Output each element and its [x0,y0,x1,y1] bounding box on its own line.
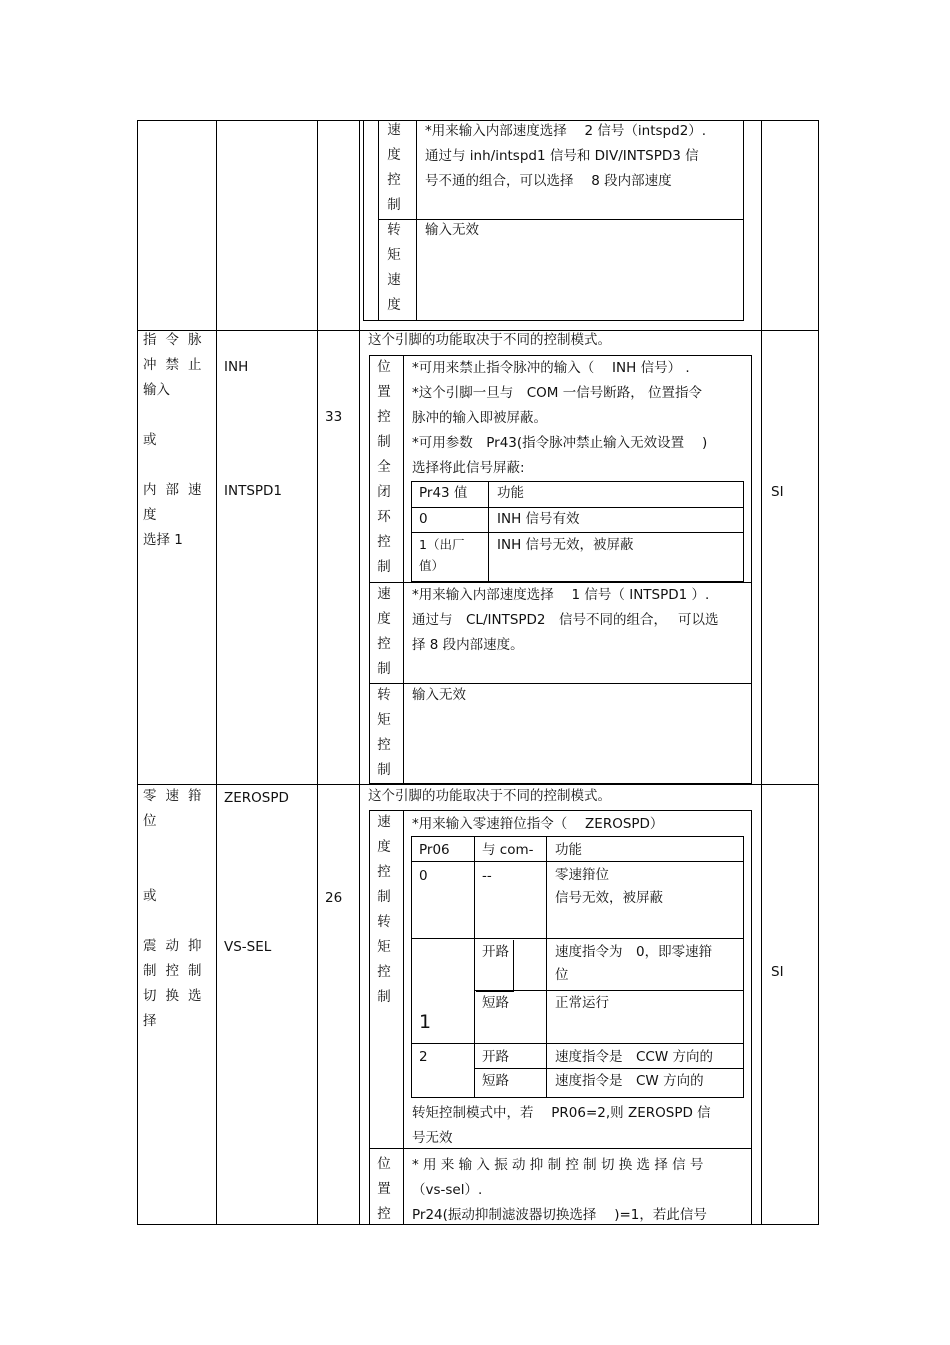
row1-torque-mode-label: 转 矩 控 制 [377,687,391,778]
row1-speed-mode-label: 速 度 控 制 [377,586,391,677]
pr06-row0-com: -- [482,868,492,884]
row2-pin-number: 26 [325,890,343,906]
pr06-header-com: 与 com- [482,842,534,858]
row1-intro: 这个引脚的功能取决于不同的控制模式。 [368,332,611,348]
pr06-row1-open: 开路 [482,944,509,960]
row2-position-description: * 用 来 输 入 振 动 抑 制 控 制 切 换 选 择 信 号 （vs-sel）. Pr24(振动抑制滤波器切换选择 )=1，若此信号 [412,1157,707,1223]
pr06-header-function: 功能 [555,842,582,858]
pr06-row2-open: 开路 [482,1049,509,1065]
row2-io-type: SI [771,964,784,980]
pr43-header-function: 功能 [497,485,524,501]
row1-symbol-inh: INH [224,359,249,375]
pr06-row2-short-function: 速度指令是 CW 方向的 [555,1073,704,1089]
row0-speed-description: *用来输入内部速度选择 2 信号（intspd2）. 通过与 inh/intspd1 信号和 DIV/INTSPD3 信 号不通的组合，可以选择 8 段内部速度 [425,123,707,189]
row0-torque-mode-label: 转 矩 速 度 [387,222,401,313]
pr06-row0-value: 0 [419,868,428,884]
pr06-row2-value: 2 [419,1049,428,1065]
pr06-header-value: Pr06 [419,842,450,858]
pr43-row1-value-cont: 值） [419,558,445,573]
row2-symbol-vs-sel: VS-SEL [224,939,272,955]
row1-signal-name: 指令脉 冲禁止 输入 或 内部速 度 选择 1 [143,332,211,548]
row2-signal-name: 零速箝 位 或 震动抑 制控制 切换选 择 [143,788,211,1029]
row2-symbol-zerospd: ZEROSPD [224,790,289,806]
row1-symbol-intspd1: INTSPD1 [224,483,283,499]
row2-torque-note: 转矩控制模式中，若 PR06=2,则 ZEROSPD 信 号无效 [412,1105,711,1146]
pr43-header-value: Pr43 值 [419,485,468,501]
row1-io-type: SI [771,484,784,500]
row1-position-description: *可用来禁止指令脉冲的输入（ INH 信号） . *这个引脚一旦与 COM 一信号断路， 位置指令 脉冲的输入即被屏蔽。 *可用参数 Pr43(指令脉冲禁止输入无效设置 ) 选择将此信号屏蔽: [412,360,708,476]
pr06-row1-short: 短路 [482,995,509,1011]
row2-position-mode-label: 位 置 控 [377,1156,391,1222]
row0-speed-mode-label: 速 度 控 制 [387,122,401,213]
pr43-row0-value: 0 [419,511,428,527]
row2-intro: 这个引脚的功能取决于不同的控制模式。 [368,788,611,804]
pr06-row2-short: 短路 [482,1073,509,1089]
pr06-row1-short-function: 正常运行 [555,995,609,1011]
row1-speed-description: *用来输入内部速度选择 1 信号（ INTSPD1 ）. 通过与 CL/INTSPD2 信号不同的组合， 可以选 择 8 段内部速度。 [412,587,719,653]
pr43-row1-value: 1（出厂 [419,537,465,552]
row1-position-mode-label: 位 置 控 制 全 闭 环 控 制 [377,359,391,575]
pr43-row0-function: INH 信号有效 [497,511,580,527]
row0-torque-description: 输入无效 [425,222,479,238]
row2-speed-torque-mode-label: 速 度 控 制 转 矩 控 制 [377,814,391,1005]
row1-torque-description: 输入无效 [412,687,466,703]
pr06-row1-value: 1 [419,1011,432,1033]
pr06-row1-open-function: 速度指令为 0，即零速箝 位 [555,944,713,983]
pr06-row0-function: 零速箝位 信号无效，被屏蔽 [555,867,663,906]
pr06-row2-open-function: 速度指令是 CCW 方向的 [555,1049,713,1065]
row1-pin-number: 33 [325,409,343,425]
row2-speed-first-line: *用来输入零速箝位指令（ ZEROSPD） [412,816,664,832]
pr43-row1-function: INH 信号无效，被屏蔽 [497,537,634,553]
